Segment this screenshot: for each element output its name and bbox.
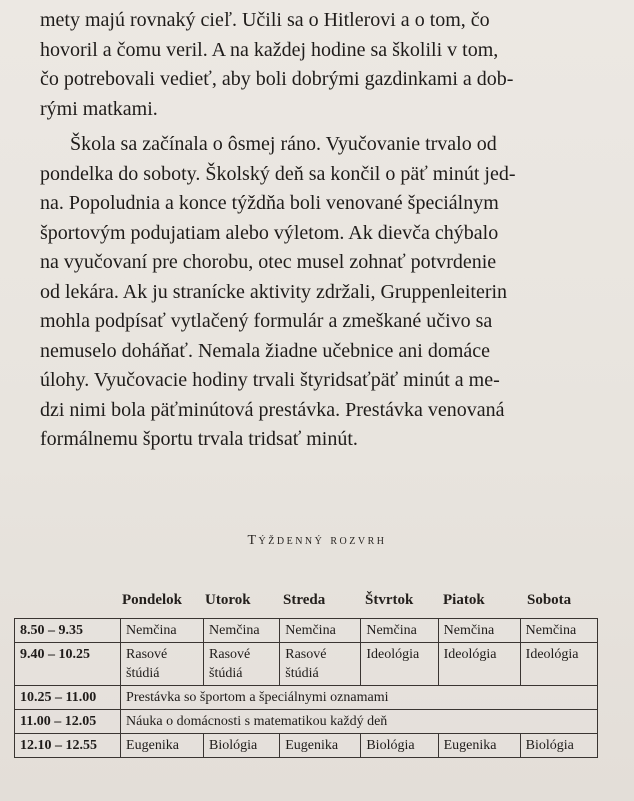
time-cell: 11.00 – 12.05 <box>15 710 121 734</box>
subject-cell: Nemčina <box>438 619 520 643</box>
day-header: Piatok <box>443 592 485 608</box>
text-line: na vyučovaní pre chorobu, otec musel zohnať potvrdenie <box>40 251 497 273</box>
merged-cell: Prestávka so športom a špeciálnymi oznamami <box>121 686 598 710</box>
schedule-day-headers <box>0 592 634 616</box>
table-row <box>15 734 598 758</box>
schedule-title: Týždenný rozvrh <box>247 533 387 548</box>
time-cell: 8.50 – 9.35 <box>15 619 121 643</box>
text-line: úlohy. Vyučovacie hodiny trvali štyridsaťpäť minút a me- <box>40 369 500 391</box>
subject-cell: Ideológia <box>438 643 520 686</box>
day-header: Štvrtok <box>365 592 414 608</box>
subject-cell: Eugenika <box>280 734 361 758</box>
table-row <box>15 686 598 710</box>
paragraph-continued <box>40 6 596 124</box>
text-line: nemuselo doháňať. Nemala žiadne učebnice ani domáce <box>40 339 491 362</box>
subject-cell: Nemčina <box>121 619 204 643</box>
subject-cell: Ideológia <box>361 643 438 686</box>
text-line: čo potrebovali vedieť, aby boli dobrými gazdinkami a dob- <box>40 68 514 90</box>
subject-cell: Eugenika <box>121 734 204 758</box>
subject-cell: Nemčina <box>520 619 597 643</box>
day-header: Utorok <box>205 592 251 608</box>
time-cell: 12.10 – 12.55 <box>15 734 121 758</box>
day-header: Sobota <box>527 592 572 608</box>
time-cell: 9.40 – 10.25 <box>15 643 121 686</box>
weekly-schedule-table <box>14 618 598 758</box>
subject-cell: Nemčina <box>361 619 438 643</box>
time-cell: 10.25 – 11.00 <box>15 686 121 710</box>
table-row <box>15 643 598 686</box>
subject-cell: Ideológia <box>520 643 597 686</box>
text-line: dzi nimi bola päťminútová prestávka. Prestávka venovaná <box>40 398 505 421</box>
text-line: mety majú rovnaký cieľ. Učili sa o Hitlerovi a o tom, čo <box>40 9 490 31</box>
text-line: na. Popoludnia a konce týždňa boli venované špeciálnym <box>40 192 499 214</box>
paragraph-school-day <box>40 130 596 455</box>
text-line: rými matkami. <box>40 97 158 120</box>
text-line: od lekára. Ak ju stranícke aktivity zdržali, Gruppenleiterin <box>40 280 508 303</box>
table-row <box>15 619 598 643</box>
subject-cell: Biológia <box>361 734 438 758</box>
text-line: mohla podpísať vytlačený formulár a zmeškané učivo sa <box>40 310 493 332</box>
subject-cell: Rasové štúdiá <box>280 643 361 686</box>
subject-cell: Eugenika <box>438 734 520 758</box>
day-header: Pondelok <box>122 592 183 608</box>
subject-cell: Nemčina <box>280 619 361 643</box>
text-line: športovým podujatiam alebo výletom. Ak dievča chýbalo <box>40 221 499 244</box>
subject-cell: Biológia <box>520 734 597 758</box>
text-line: hovoril a čomu veril. A na každej hodine sa školili v tom, <box>40 38 499 61</box>
merged-cell: Náuka o domácnosti s matematikou každý deň <box>121 710 598 734</box>
subject-cell: Nemčina <box>204 619 280 643</box>
subject-cell: Biológia <box>204 734 280 758</box>
text-line: Škola sa začínala o ôsmej ráno. Vyučovanie trvalo od <box>70 133 497 155</box>
table-row <box>15 710 598 734</box>
text-line: formálnemu športu trvala tridsať minút. <box>40 428 358 450</box>
day-header: Streda <box>283 592 326 608</box>
text-line: pondelka do soboty. Školský deň sa končil o päť minút jed- <box>40 162 516 185</box>
subject-cell: Rasové štúdiá <box>204 643 280 686</box>
subject-cell: Rasové štúdiá <box>121 643 204 686</box>
